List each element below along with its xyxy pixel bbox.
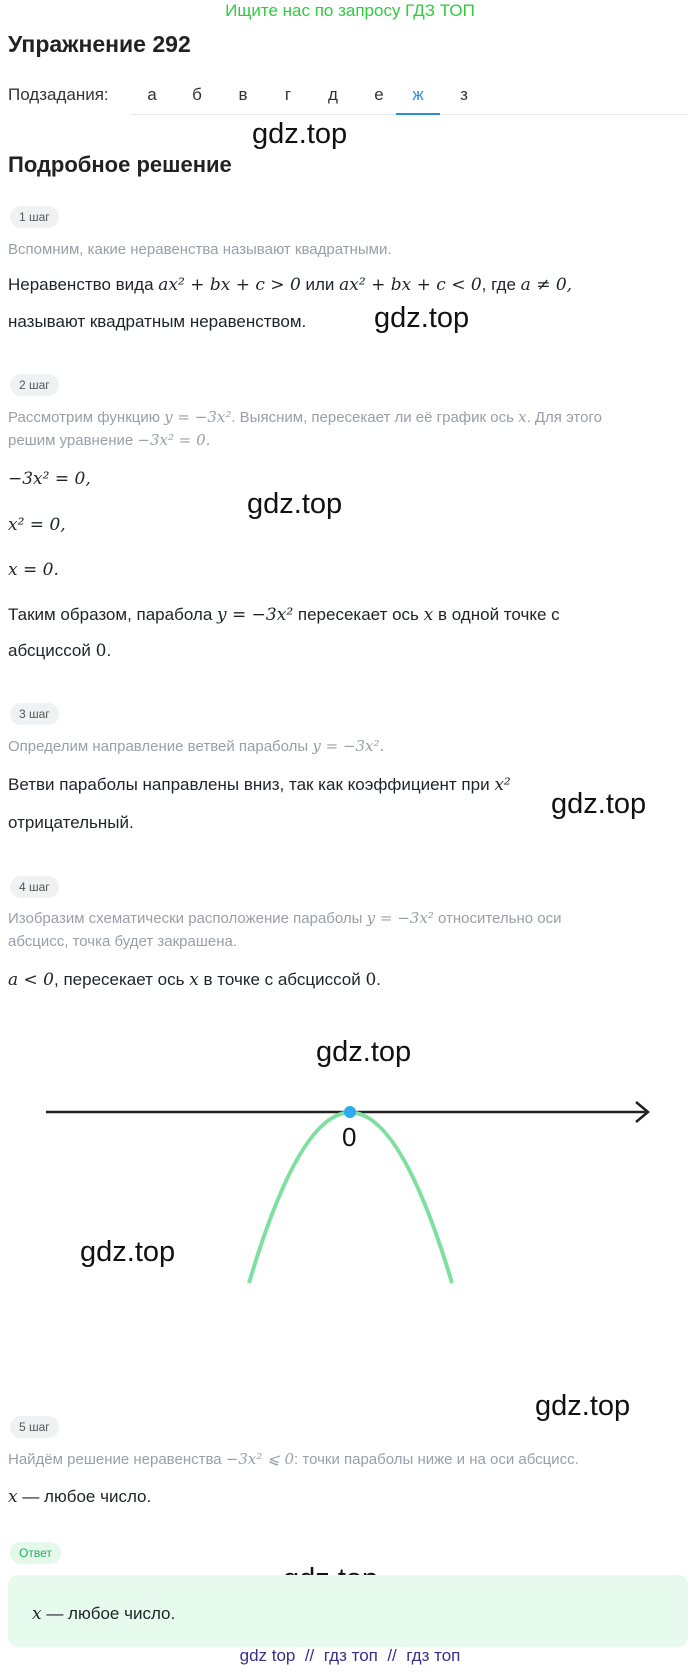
answer-text (32, 1597, 175, 1631)
footer-separator: // (304, 1646, 315, 1665)
text: решим уравнение (8, 432, 134, 449)
text: Найдём решение неравенства (8, 1451, 222, 1468)
step-hint (8, 406, 602, 429)
text: Рассмотрим функцию (8, 409, 160, 426)
watermark: gdz.top (252, 118, 348, 150)
zero-label: 0 (342, 1122, 357, 1152)
equation: x² = 0, (8, 515, 66, 535)
text: в точке с абсциссой (203, 970, 361, 989)
math: y = −3x² (366, 909, 434, 927)
math: ax² + bx + c < 0 (339, 275, 482, 295)
top-banner[interactable]: Ищите нас по запросу ГДЗ ТОП (225, 1, 475, 20)
section-title: Подробное решение (8, 152, 232, 177)
text: , где (481, 275, 516, 294)
math: a < 0 (8, 970, 55, 990)
footer-link[interactable]: гдз топ (406, 1646, 461, 1665)
watermark: gdz.top (247, 488, 343, 520)
subtasks-label: Подзадания: (8, 85, 109, 104)
subtasks-tabs (130, 80, 688, 115)
text: . Выясним, пересекает ли её график ось (231, 409, 514, 426)
equation: x = 0. (8, 560, 59, 580)
text: Ветви параболы направлены вниз, так как коэффициент при (8, 775, 490, 794)
footer-links (0, 1646, 700, 1666)
tab-b[interactable]: б (192, 85, 202, 104)
text: Таким образом, парабола (8, 605, 213, 624)
step-hint (8, 735, 384, 758)
footer-separator: // (387, 1646, 397, 1665)
vertex-point (344, 1106, 356, 1118)
tab-d[interactable]: д (328, 85, 338, 104)
text: в одной точке с (437, 605, 560, 624)
footer-link[interactable]: gdz top (239, 1646, 296, 1665)
step-line (8, 268, 572, 302)
math: x² (494, 775, 511, 795)
math: a ≠ 0, (520, 275, 573, 295)
text: — любое число. (46, 1604, 176, 1623)
step-badge: 2 шаг (10, 374, 59, 396)
math: 0 (95, 641, 107, 661)
tab-z[interactable]: з (460, 85, 468, 104)
math: y = −3x² (217, 605, 294, 625)
footer-link[interactable]: гдз топ (323, 1646, 378, 1665)
math: −3x² = 0. (137, 431, 211, 449)
text: относительно оси (437, 910, 562, 927)
page-title: Упражнение 292 (8, 31, 191, 57)
text: Определим направление ветвей параболы (8, 738, 309, 755)
math: −3x² ⩽ 0 (225, 1450, 295, 1468)
step-line (8, 1480, 151, 1514)
step-badge: 1 шаг (10, 206, 59, 228)
step-badge: 3 шаг (10, 703, 59, 725)
text: Изобразим схематически расположение параболы (8, 910, 363, 927)
equation: −3x² = 0, (8, 469, 91, 489)
math: x (189, 970, 199, 990)
math: y = −3x². (312, 737, 385, 755)
step-hint (8, 907, 561, 930)
step-hint (8, 1448, 579, 1471)
text: пересекает ось (297, 605, 419, 624)
text: . (106, 641, 112, 660)
text: абсциссой (8, 641, 91, 660)
step-line (8, 768, 511, 802)
step-line (8, 598, 560, 632)
math: x (32, 1604, 42, 1624)
watermark: gdz.top (316, 1036, 412, 1068)
text: или (305, 275, 335, 294)
text: Неравенство вида (8, 275, 154, 294)
text: — любое число. (22, 1487, 152, 1506)
step-line (8, 634, 111, 668)
watermark: gdz.top (551, 788, 647, 820)
step-hint: Вспомним, какие неравенства называют квадратными. (8, 241, 392, 258)
step-hint (8, 429, 210, 452)
text: , пересекает ось (54, 970, 185, 989)
math: x (518, 408, 527, 426)
text: : точки параболы ниже и на оси абсцисс. (294, 1451, 579, 1468)
watermark: gdz.top (535, 1390, 631, 1422)
tab-e[interactable]: е (374, 85, 384, 104)
step-badge: 4 шаг (10, 876, 59, 898)
math: y = −3x² (164, 408, 232, 426)
answer-badge: Ответ (10, 1542, 61, 1564)
tab-g[interactable]: г (284, 85, 292, 104)
math: 0 (365, 970, 377, 990)
step-hint: абсцисс, точка будет закрашена. (8, 933, 238, 950)
text: . (376, 970, 382, 989)
step-badge: 5 шаг (10, 1416, 59, 1438)
math: x (8, 1487, 18, 1507)
step-line: называют квадратным неравенством. (8, 312, 307, 331)
step-line: отрицательный. (8, 813, 134, 832)
tab-zh[interactable]: ж (396, 80, 440, 115)
math: x (423, 605, 434, 625)
math: ax² + bx + c > 0 (158, 275, 301, 295)
watermark: gdz.top (374, 302, 470, 334)
parabola-graph (0, 1080, 700, 1300)
tab-a[interactable]: а (147, 85, 157, 104)
tab-v[interactable]: в (238, 85, 248, 104)
watermark: gdz.top (80, 1236, 176, 1268)
step-line (8, 963, 381, 997)
text: . Для этого (526, 409, 602, 426)
